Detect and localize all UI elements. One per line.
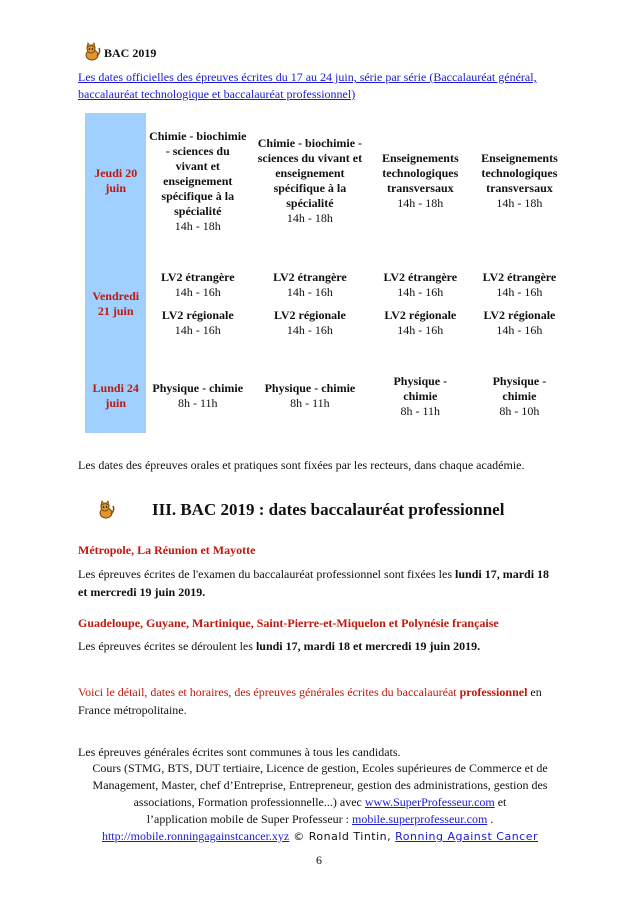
footer-text: et [494,795,507,809]
subject-text: LV2 régionale [273,308,346,322]
table-cell [146,113,249,249]
table-cell [470,113,569,249]
time-text: 14h - 18h [174,218,221,233]
table-cell [249,249,371,359]
metropole-text: Les épreuves écrites de l'examen du baccalauréat professionnel sont fixées les [78,567,456,581]
cat-mascot-icon [82,42,102,62]
table-row [85,113,569,249]
page-footer [70,760,570,845]
ronning-url-link[interactable]: http://mobile.ronningagainstcancer.xyz [101,829,290,843]
time-text: 14h - 16h [286,323,333,337]
communes-text: Les épreuves générales écrites sont communes à tous les candidats. [78,745,401,759]
subject-text: LV2 régionale [483,308,556,322]
time-text: 14h - 18h [496,196,543,210]
metropole-paragraph [78,565,558,601]
time-text: 8h - 11h [290,396,330,410]
time-text: 14h - 16h [397,285,444,299]
subject-text: Physique - chimie [264,381,356,395]
subject-text: LV2 régionale [384,308,457,322]
table-cell [371,359,470,433]
outremer-paragraph [78,637,568,655]
table-cell [146,249,249,359]
table-cell [470,249,569,359]
time-text: 14h - 16h [286,285,333,299]
subject-text: Enseignements technologiques transversaux [381,151,459,195]
time-text: 14h - 16h [397,323,444,337]
superprofesseur-link[interactable]: www.SuperProfesseur.com [364,795,495,809]
footer-text: . [487,812,494,826]
subject-text: LV2 régionale [161,308,234,322]
table-cell [146,359,249,433]
cat-mascot-icon [96,500,116,520]
outremer-heading: Guadeloupe, Guyane, Martinique, Saint-Pierre-et-Miquelon et Polynésie française [78,616,499,630]
time-text: 14h - 16h [174,285,221,299]
section-heading: III. BAC 2019 : dates baccalauréat professionnel [152,500,505,519]
table-row [85,249,569,359]
schedule-table [85,113,569,433]
subject-text: Physique - chimie [152,381,244,395]
time-text: 14h - 18h [286,211,333,225]
subject-text: LV2 étrangère [383,270,458,284]
ronning-against-cancer-link[interactable]: Ronning Against Cancer [395,830,539,843]
subject-text: Chimie - biochimie - sciences du vivant et enseignement spécifique à la spécialité [257,136,363,210]
subject-text: LV2 étrangère [160,270,235,284]
day-cell: Vendredi 21 juin [85,249,146,359]
orales-note: Les dates des épreuves orales et pratiques sont fixées par les recteurs, dans chaque académie. [78,458,525,472]
time-text: 8h - 10h [499,403,540,418]
subject-text: Enseignements technologiques transversaux [481,151,558,195]
outremer-dates: lundi 17, mardi 18 et mercredi 19 juin 2019. [255,639,481,653]
table-cell [371,249,470,359]
metropole-heading: Métropole, La Réunion et Mayotte [78,543,256,557]
time-text: 14h - 16h [496,323,543,337]
subject-text: Physique - chimie [393,373,448,403]
detail-text: Voici le détail, dates et horaires, des épreuves générales écrites du baccalauréat [78,685,457,699]
time-text: 8h - 11h [400,403,441,418]
day-cell: Jeudi 20 juin [85,113,146,249]
detail-bold: professionnel [459,685,528,699]
time-text: 14h - 16h [496,285,543,299]
metropole-dates: lundi 17, mardi 18 et mercredi 19 juin 2019. [78,567,550,599]
subject-text: Chimie - biochimie - sciences du vivant et enseignement spécifique à la spécialité [149,128,247,218]
document-header-title: BAC 2019 [104,46,157,60]
table-row [85,359,569,433]
time-text: 8h - 11h [177,396,218,410]
table-cell [249,359,371,433]
footer-text: l’application mobile de Super Professeur : [146,812,352,826]
time-text: 14h - 16h [174,323,221,337]
time-text: 14h - 18h [397,196,444,210]
subject-text: LV2 étrangère [482,270,557,284]
copyright-text: © Ronald Tintin, [289,830,396,843]
detail-paragraph [78,683,548,719]
outremer-text: Les épreuves écrites se déroulent les [78,639,256,653]
day-cell: Lundi 24 juin [85,359,146,433]
footer-text: Cours (STMG, BTS, DUT tertiaire, Licence de gestion, Ecoles supérieures de Commerce et de Management, Master, chef d’Entreprise, Entrepreneur, gestion des administrations, gestion des associations, Formation professionnelle...) avec [92,761,548,809]
page-number: 6 [316,853,322,867]
detail-tail: en France métropolitaine. [78,685,542,717]
subject-text: LV2 étrangère [273,270,347,284]
table-cell [470,359,569,433]
subject-text: Physique - chimie [492,373,547,403]
official-dates-link[interactable]: Les dates officielles des épreuves écrites du 17 au 24 juin, série par série (Baccalauréat général, baccalauréat technologique et baccalauréat professionnel) [78,70,537,101]
table-cell [249,113,371,249]
table-cell [371,113,470,249]
mobile-app-link[interactable]: mobile.superprofesseur.com [351,812,488,826]
